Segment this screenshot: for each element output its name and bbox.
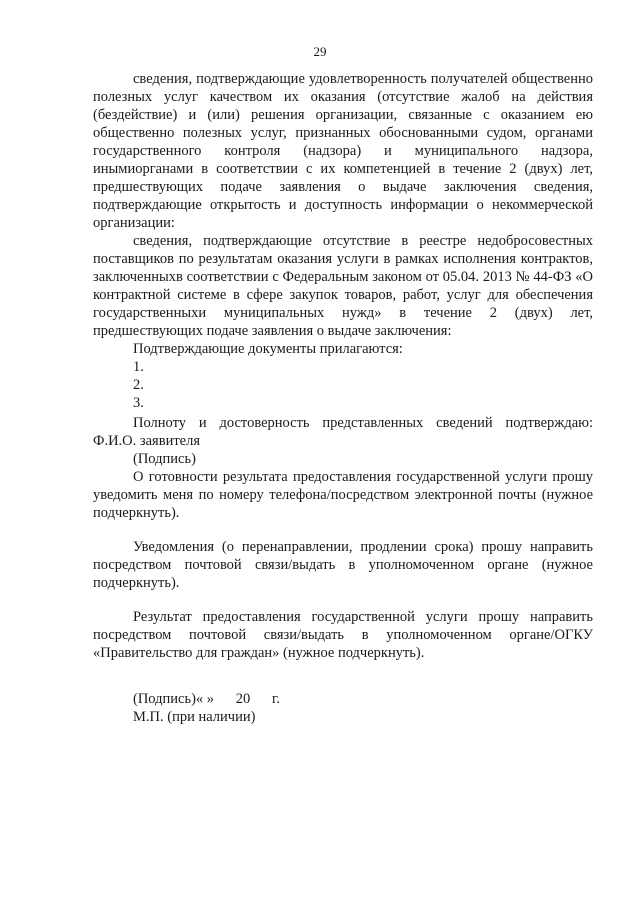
list-item: 3. xyxy=(133,395,144,411)
paragraph-confirmation: Полноту и достоверность представленных сведений подтверждаю: Ф.И.О. заявителя xyxy=(93,415,593,449)
signature-date-line: (Подпись)« » 20 г. xyxy=(133,691,280,707)
paragraph-attached-documents: Подтверждающие документы прилагаются: xyxy=(133,341,403,357)
stamp-line: М.П. (при наличии) xyxy=(133,709,256,725)
paragraph-notification-delivery: Уведомления (о перенаправлении, продлении срока) прошу направить посредством почтовой связи/выдать в уполномоченном органе (нужное подчеркнуть). xyxy=(93,539,593,591)
page-number: 29 xyxy=(313,44,327,59)
paragraph-notification-method: О готовности результата предоставления государственной услуги прошу уведомить меня по номеру телефона/посредством электронной почты (нужное подчеркнуть). xyxy=(93,469,593,521)
list-item: 1. xyxy=(133,359,144,375)
paragraph-result-delivery: Результат предоставления государственной услуги прошу направить посредством почтовой связи/выдать в уполномоченном органе/ОГКУ «Правительство для граждан» (нужное подчеркнуть). xyxy=(93,609,593,661)
spacer xyxy=(93,662,593,690)
paragraph-satisfaction-info: сведения, подтверждающие удовлетворенность получателей общественно полезных услуг качеством их оказания (отсутствие жалоб на действия (бездействие) и (или) решения организации, связанные с оказанием ею общественно полезных услуг, признанных обоснованными судом, органами государственного контроля (надзора) и муниципального надзора, инымиорганами в соответствии с их компетенцией в течение 2 (двух) лет, предшествующих подаче заявления о выдаче заключения сведения, подтверждающие открытость и доступность информации о некоммерческой организации: xyxy=(93,71,593,231)
document-body xyxy=(93,70,593,726)
list-item: 2. xyxy=(133,377,144,393)
paragraph-registry-info: сведения, подтверждающие отсутствие в реестре недобросовестных поставщиков по результатам оказания услуги в рамках исполнения контрактов, заключенныхв соответствии с Федеральным законом от 05.04. 2013 № 44-ФЗ «О контрактной системе в сфере закупок товаров, работ, услуг для обеспечения государственныхи муниципальных нужд» в течение 2 (двух) лет, предшествующих подаче заявления о выдаче заключения: xyxy=(93,233,593,339)
signature-label: (Подпись) xyxy=(133,451,196,467)
